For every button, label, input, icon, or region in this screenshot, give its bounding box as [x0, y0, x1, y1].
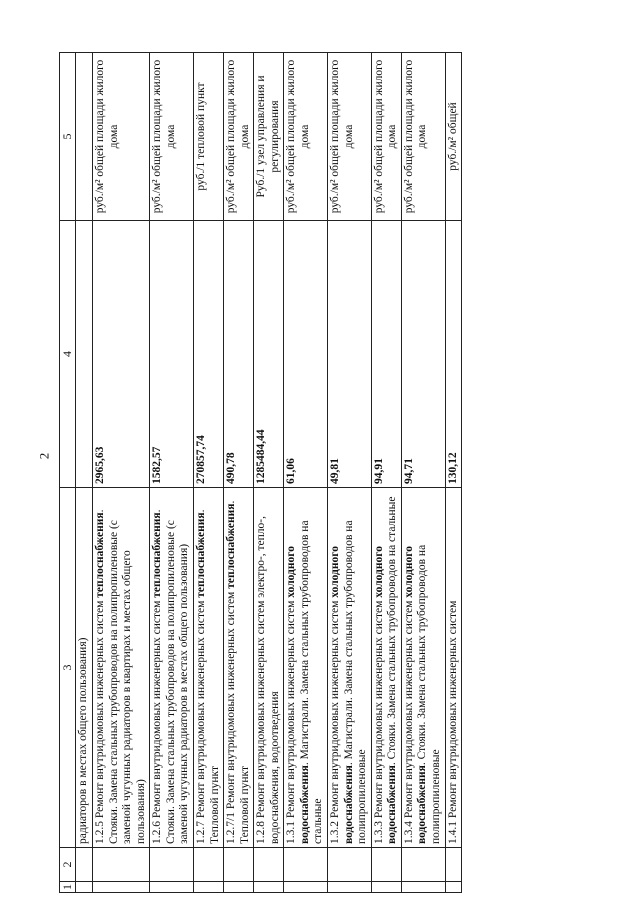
column-header: 1	[60, 882, 76, 893]
description-text: 1.3.2 Ремонт внутридомовых инженерных систем	[329, 597, 341, 844]
description-text: . Тепловой пункт	[225, 500, 251, 844]
table-row	[254, 53, 284, 893]
cell-empty	[371, 882, 401, 893]
work-description	[93, 488, 150, 848]
system-name: теплоснабжения	[94, 512, 106, 598]
cell-empty	[445, 882, 462, 893]
description-text: . Тепловой пункт	[194, 509, 221, 844]
description-text: 1.2.6 Ремонт внутридомовых инженерных систем	[151, 597, 164, 844]
cost-value: 61,06	[284, 221, 328, 488]
continuation-text: радиаторов в местах общего пользования)	[76, 488, 93, 848]
cell-empty	[76, 848, 93, 882]
description-text: . Стояки. Замена стальных трубопроводов на полипропиленовые (с заменой чугунных радиаторов в квартирах и местах общего пользования)	[94, 509, 147, 844]
unit-of-measure: руб./м² общей площади жилого дома	[224, 53, 254, 221]
rotated-table-container	[59, 53, 577, 893]
cost-value: 130,12	[445, 221, 462, 488]
cell-empty	[445, 848, 462, 882]
cell-empty	[371, 848, 401, 882]
unit-of-measure: Руб./1 узел управления и регулирования	[254, 53, 284, 221]
cell-empty	[224, 882, 254, 893]
tariff-table	[59, 52, 462, 893]
description-text: . Магистрали. Замена стальных трубопроводов на стальные	[298, 520, 325, 844]
description-text: 1.4.1 Ремонт внутридомовых инженерных систем	[446, 600, 459, 844]
table-row	[224, 53, 254, 893]
description-text: 1.2.7/1 Ремонт внутридомовых инженерных систем	[225, 588, 238, 844]
cost-value: 94,91	[371, 221, 401, 488]
cell-empty	[224, 848, 254, 882]
cost-value: 1582,57	[150, 221, 194, 488]
description-text: 1.2.7 Ремонт внутридомовых инженерных систем	[194, 597, 207, 844]
work-description	[328, 488, 372, 848]
cost-value: 2965,63	[93, 221, 150, 488]
unit-of-measure: руб./м² общей площади жилого дома	[93, 53, 150, 221]
column-header: 4	[60, 221, 76, 488]
system-name: холодного водоснабжения	[329, 546, 355, 844]
description-text: . Стояки. Замена стальных трубопроводов на полипропиленовые (с заменой чугунных радиаторов в местах общего пользования)	[151, 509, 191, 844]
cell-empty	[193, 848, 223, 882]
column-header: 2	[60, 848, 76, 882]
unit-of-measure: руб./м² общей площади жилого дома	[284, 53, 328, 221]
cell-empty	[254, 848, 284, 882]
description-text: . Стояки. Замена стальных трубопроводов на полипропиленовые	[416, 544, 442, 844]
description-text: 1.3.3 Ремонт внутридомовых инженерных систем	[372, 597, 385, 844]
description-text: 1.3.4 Ремонт внутридомовых инженерных систем	[402, 597, 415, 844]
cost-value: 49,81	[328, 221, 372, 488]
unit-of-measure: руб./м² общей площади жилого дома	[150, 53, 194, 221]
work-description	[254, 488, 284, 848]
system-name: теплоснабжения	[151, 512, 164, 598]
work-description	[401, 488, 445, 848]
cell-empty	[284, 848, 328, 882]
continuation-row	[76, 53, 93, 893]
cell-empty	[93, 882, 150, 893]
system-name: теплоснабжения	[225, 503, 238, 589]
page-number: 2	[36, 452, 52, 460]
unit-of-measure: руб./м² общей	[445, 53, 462, 221]
cell-empty	[76, 53, 93, 221]
unit-of-measure: руб./1 тепловой пункт	[193, 53, 223, 221]
column-header: 3	[60, 488, 76, 848]
description-text: . Магистрали. Замена стальных трубопроводов на полипропиленовые	[342, 520, 369, 844]
system-name: холодного водоснабжения	[402, 546, 429, 844]
unit-of-measure: руб./м² общей площади жилого дома	[371, 53, 401, 221]
cost-value: 270857,74	[193, 221, 223, 488]
system-name: холодного водоснабжения	[372, 546, 399, 844]
cell-empty	[193, 882, 223, 893]
work-description	[445, 488, 462, 848]
header-row	[60, 53, 76, 893]
unit-of-measure: руб./м² общей площади жилого дома	[328, 53, 372, 221]
work-description	[371, 488, 401, 848]
table-row	[150, 53, 194, 893]
table-row	[193, 53, 223, 893]
cell-empty	[150, 848, 194, 882]
cost-value: 94,71	[401, 221, 445, 488]
work-description	[284, 488, 328, 848]
cell-empty	[284, 882, 328, 893]
table-row	[445, 53, 462, 893]
table-row	[284, 53, 328, 893]
cell-empty	[328, 848, 372, 882]
column-header: 5	[60, 53, 76, 221]
work-description	[224, 488, 254, 848]
description-text: 1.2.5 Ремонт внутридомовых инженерных систем	[94, 597, 106, 844]
cell-empty	[328, 882, 372, 893]
work-description	[150, 488, 194, 848]
unit-of-measure: руб./м² общей площади жилого дома	[401, 53, 445, 221]
cell-empty	[254, 882, 284, 893]
description-text: . Стояки. Замена стальных трубопроводов на стальные	[386, 496, 399, 766]
table-row	[93, 53, 150, 893]
table-row	[328, 53, 372, 893]
cell-empty	[76, 221, 93, 488]
cell-empty	[76, 882, 93, 893]
cost-value: 1285484,44	[254, 221, 284, 488]
description-text: 1.2.8 Ремонт внутридомовых инженерных систем электро-, тепло-, водоснабжения, водоотведения	[255, 516, 281, 844]
cell-empty	[401, 882, 445, 893]
table-row	[401, 53, 445, 893]
table-row	[371, 53, 401, 893]
cell-empty	[401, 848, 445, 882]
cost-value: 490,78	[224, 221, 254, 488]
cell-empty	[150, 882, 194, 893]
system-name: холодного водоснабжения	[285, 546, 311, 844]
description-text: 1.3.1 Ремонт внутридомовых инженерных систем	[285, 597, 298, 844]
cell-empty	[93, 848, 150, 882]
system-name: теплоснабжения	[194, 512, 207, 598]
work-description	[193, 488, 223, 848]
